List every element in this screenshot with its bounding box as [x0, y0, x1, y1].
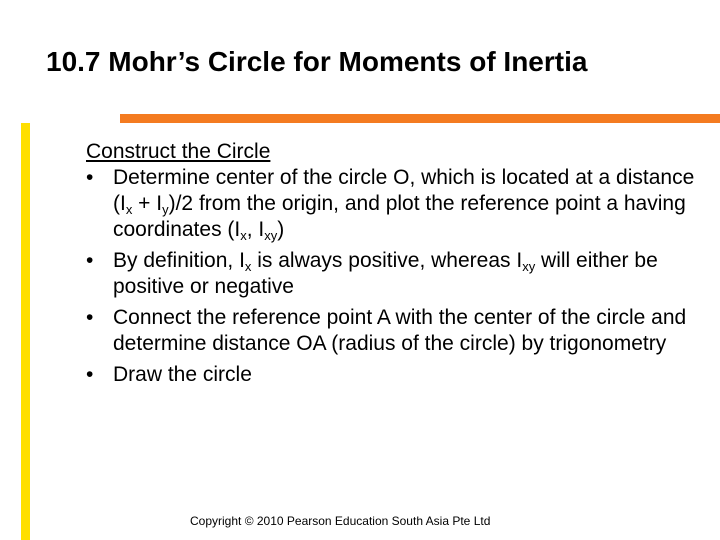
bullet-marker: • — [86, 249, 94, 272]
bullet-text: Connect the reference point A with the center of the circle and determine distance OA (radius of the circle) by trigonometry — [113, 306, 687, 355]
copyright-footer: Copyright © 2010 Pearson Education South Asia Pte Ltd — [190, 514, 491, 528]
bullet-item — [86, 248, 716, 300]
bullet-marker: • — [86, 306, 94, 329]
slide-body — [86, 139, 716, 393]
bullet-marker: • — [86, 363, 94, 386]
bullet-item — [86, 362, 716, 388]
bullet-text: Draw the circle — [113, 363, 252, 386]
section-heading: Construct the Circle — [86, 140, 271, 163]
slide-title: 10.7 Mohr’s Circle for Moments of Inertia — [46, 46, 588, 77]
bullet-text: By definition, $I_x$ is always positive, whereas $I_{xy}$ will either be positive or negative — [113, 249, 658, 298]
bullet-text: Determine center of the circle O, which is located at a distance $(I_x + I_y)/2$ from the origin, and plot the reference point a having coordinates ($I_x$, $I_{xy}$) — [113, 166, 695, 243]
bullet-marker: • — [86, 166, 94, 189]
orange-accent-bar — [120, 114, 720, 123]
bullet-item — [86, 165, 716, 243]
bullet-item — [86, 305, 716, 357]
yellow-accent-bar — [21, 123, 30, 540]
bullet-list — [86, 165, 716, 388]
